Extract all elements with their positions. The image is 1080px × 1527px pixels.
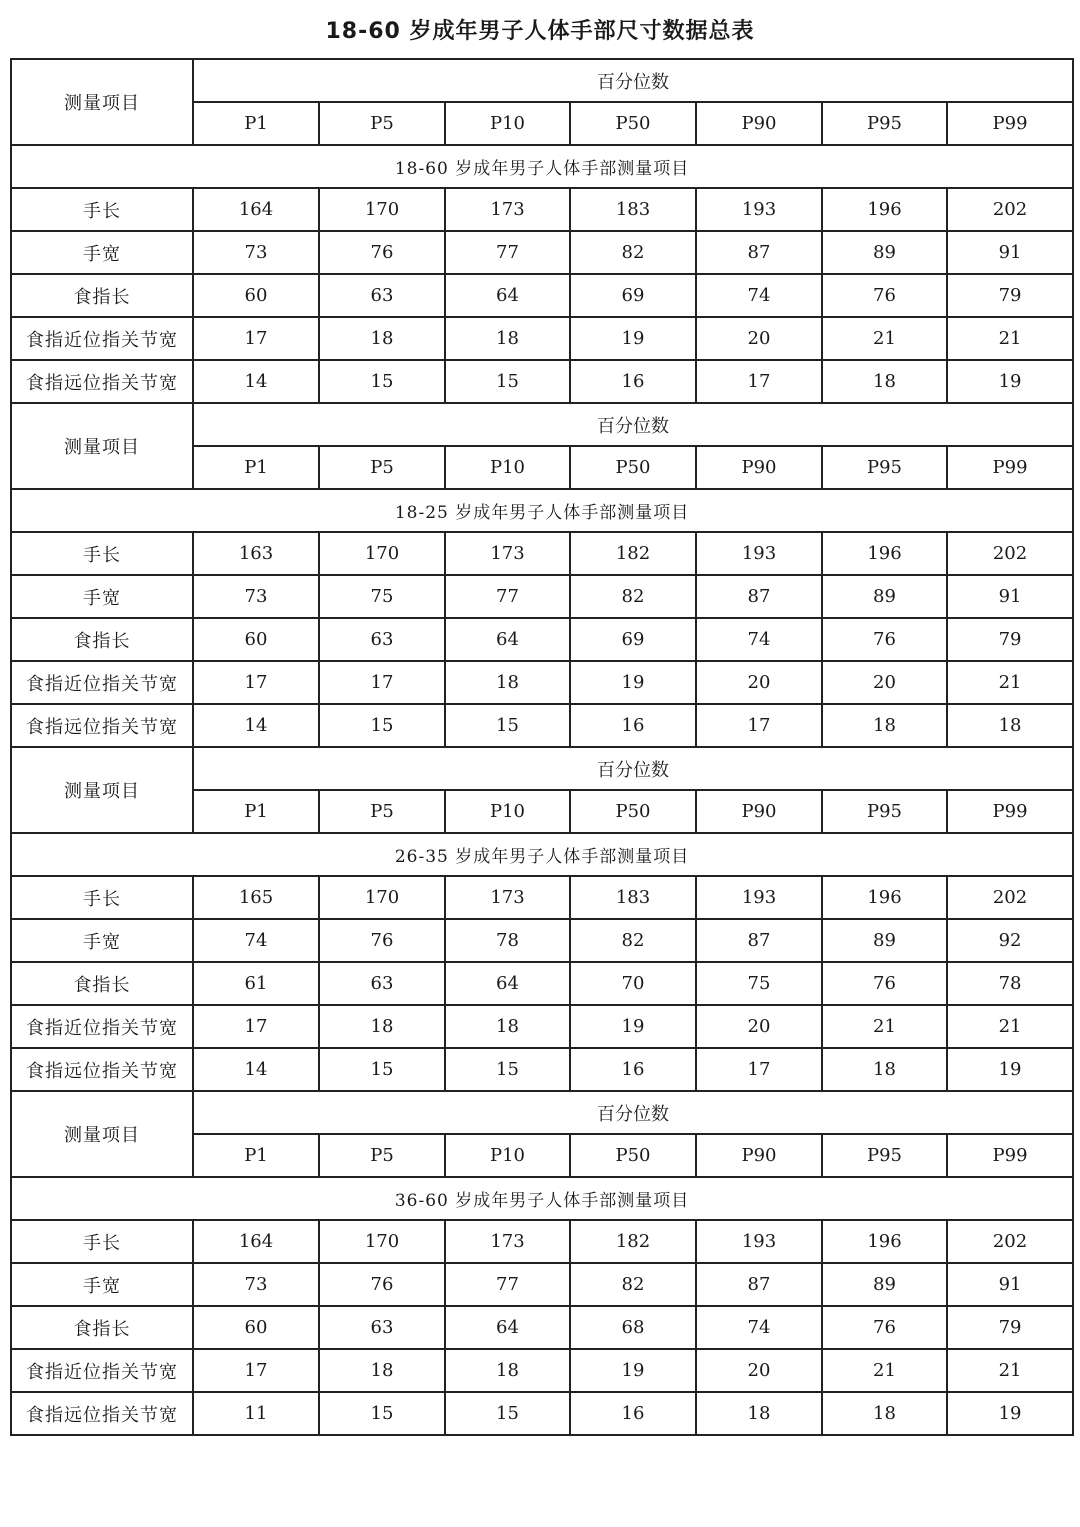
section-title: 26-35 岁成年男子人体手部测量项目 bbox=[11, 833, 1073, 876]
value-cell: 87 bbox=[696, 231, 822, 274]
value-cell: 202 bbox=[947, 532, 1073, 575]
measure-item-label: 食指远位指关节宽 bbox=[11, 704, 193, 747]
value-cell: 15 bbox=[319, 1048, 445, 1091]
percentile-header-cell: P5 bbox=[319, 1134, 445, 1177]
table-row bbox=[11, 532, 1073, 575]
percentile-header-cell: P1 bbox=[193, 102, 319, 145]
section-title: 18-25 岁成年男子人体手部测量项目 bbox=[11, 489, 1073, 532]
value-cell: 20 bbox=[696, 1005, 822, 1048]
value-cell: 92 bbox=[947, 919, 1073, 962]
value-cell: 91 bbox=[947, 1263, 1073, 1306]
value-cell: 20 bbox=[696, 661, 822, 704]
measure-item-label: 手长 bbox=[11, 532, 193, 575]
page-title: 18-60 岁成年男子人体手部尺寸数据总表 bbox=[325, 19, 755, 44]
percentile-header-cell: P1 bbox=[193, 1134, 319, 1177]
table-row bbox=[11, 1306, 1073, 1349]
value-cell: 196 bbox=[822, 1220, 947, 1263]
value-cell: 15 bbox=[319, 1392, 445, 1435]
value-cell: 14 bbox=[193, 360, 319, 403]
value-cell: 18 bbox=[445, 317, 570, 360]
percentile-group-header: 百分位数 bbox=[193, 403, 1073, 446]
value-cell: 170 bbox=[319, 1220, 445, 1263]
value-cell: 73 bbox=[193, 575, 319, 618]
value-cell: 69 bbox=[570, 274, 696, 317]
value-cell: 76 bbox=[822, 274, 947, 317]
value-cell: 193 bbox=[696, 1220, 822, 1263]
header-row bbox=[11, 59, 1073, 102]
measure-item-label: 食指近位指关节宽 bbox=[11, 1005, 193, 1048]
value-cell: 64 bbox=[445, 274, 570, 317]
percentile-group-header: 百分位数 bbox=[193, 59, 1073, 102]
value-cell: 18 bbox=[445, 1349, 570, 1392]
table-row bbox=[11, 919, 1073, 962]
value-cell: 196 bbox=[822, 188, 947, 231]
measure-item-label: 食指近位指关节宽 bbox=[11, 661, 193, 704]
value-cell: 63 bbox=[319, 618, 445, 661]
value-cell: 182 bbox=[570, 1220, 696, 1263]
percentile-header-cell: P10 bbox=[445, 790, 570, 833]
section-title-row bbox=[11, 145, 1073, 188]
value-cell: 18 bbox=[822, 704, 947, 747]
measure-item-header: 测量项目 bbox=[11, 747, 193, 833]
table-row bbox=[11, 575, 1073, 618]
percentile-header-cell: P50 bbox=[570, 1134, 696, 1177]
header-row bbox=[11, 747, 1073, 790]
value-cell: 14 bbox=[193, 704, 319, 747]
percentile-header-cell: P50 bbox=[570, 790, 696, 833]
value-cell: 74 bbox=[193, 919, 319, 962]
value-cell: 170 bbox=[319, 532, 445, 575]
value-cell: 164 bbox=[193, 188, 319, 231]
measure-item-label: 手宽 bbox=[11, 1263, 193, 1306]
value-cell: 202 bbox=[947, 876, 1073, 919]
table-row bbox=[11, 360, 1073, 403]
percentile-header-cell: P90 bbox=[696, 1134, 822, 1177]
section-title: 36-60 岁成年男子人体手部测量项目 bbox=[11, 1177, 1073, 1220]
value-cell: 193 bbox=[696, 876, 822, 919]
table-row bbox=[11, 1349, 1073, 1392]
percentile-header-cell: P1 bbox=[193, 790, 319, 833]
value-cell: 202 bbox=[947, 1220, 1073, 1263]
percentile-header-cell: P5 bbox=[319, 102, 445, 145]
value-cell: 21 bbox=[947, 661, 1073, 704]
percentile-header-cell: P95 bbox=[822, 1134, 947, 1177]
value-cell: 202 bbox=[947, 188, 1073, 231]
table-row bbox=[11, 1263, 1073, 1306]
percentile-header-cell: P10 bbox=[445, 102, 570, 145]
value-cell: 17 bbox=[193, 1005, 319, 1048]
value-cell: 21 bbox=[822, 1005, 947, 1048]
table-row bbox=[11, 962, 1073, 1005]
percentile-header-cell: P95 bbox=[822, 446, 947, 489]
value-cell: 173 bbox=[445, 1220, 570, 1263]
value-cell: 19 bbox=[947, 1392, 1073, 1435]
table-row bbox=[11, 876, 1073, 919]
value-cell: 18 bbox=[822, 1048, 947, 1091]
value-cell: 82 bbox=[570, 231, 696, 274]
value-cell: 76 bbox=[319, 231, 445, 274]
value-cell: 68 bbox=[570, 1306, 696, 1349]
value-cell: 74 bbox=[696, 618, 822, 661]
percentile-header-cell: P10 bbox=[445, 446, 570, 489]
percentile-header-cell: P5 bbox=[319, 446, 445, 489]
value-cell: 17 bbox=[193, 1349, 319, 1392]
table-row bbox=[11, 1220, 1073, 1263]
value-cell: 69 bbox=[570, 618, 696, 661]
value-cell: 76 bbox=[319, 1263, 445, 1306]
value-cell: 77 bbox=[445, 575, 570, 618]
value-cell: 60 bbox=[193, 618, 319, 661]
percentile-header-cell: P90 bbox=[696, 102, 822, 145]
value-cell: 19 bbox=[570, 317, 696, 360]
value-cell: 164 bbox=[193, 1220, 319, 1263]
measure-item-header: 测量项目 bbox=[11, 59, 193, 145]
value-cell: 21 bbox=[947, 1005, 1073, 1048]
value-cell: 70 bbox=[570, 962, 696, 1005]
value-cell: 76 bbox=[822, 618, 947, 661]
value-cell: 76 bbox=[822, 1306, 947, 1349]
measure-item-label: 食指长 bbox=[11, 274, 193, 317]
measure-item-label: 手长 bbox=[11, 876, 193, 919]
measure-item-header: 测量项目 bbox=[11, 1091, 193, 1177]
measure-item-label: 手宽 bbox=[11, 919, 193, 962]
value-cell: 15 bbox=[445, 704, 570, 747]
value-cell: 61 bbox=[193, 962, 319, 1005]
value-cell: 79 bbox=[947, 618, 1073, 661]
value-cell: 17 bbox=[696, 704, 822, 747]
value-cell: 16 bbox=[570, 1048, 696, 1091]
percentile-group-header: 百分位数 bbox=[193, 747, 1073, 790]
measure-item-label: 食指远位指关节宽 bbox=[11, 360, 193, 403]
measure-item-label: 手长 bbox=[11, 188, 193, 231]
value-cell: 193 bbox=[696, 532, 822, 575]
value-cell: 89 bbox=[822, 575, 947, 618]
table-row bbox=[11, 1392, 1073, 1435]
value-cell: 17 bbox=[193, 661, 319, 704]
value-cell: 16 bbox=[570, 360, 696, 403]
value-cell: 15 bbox=[319, 704, 445, 747]
percentile-header-cell: P90 bbox=[696, 446, 822, 489]
measure-item-label: 食指长 bbox=[11, 1306, 193, 1349]
value-cell: 182 bbox=[570, 532, 696, 575]
value-cell: 21 bbox=[947, 1349, 1073, 1392]
value-cell: 87 bbox=[696, 575, 822, 618]
table-row bbox=[11, 661, 1073, 704]
measure-item-label: 食指近位指关节宽 bbox=[11, 1349, 193, 1392]
value-cell: 19 bbox=[570, 1349, 696, 1392]
measure-item-label: 食指近位指关节宽 bbox=[11, 317, 193, 360]
measure-item-header: 测量项目 bbox=[11, 403, 193, 489]
value-cell: 21 bbox=[947, 317, 1073, 360]
header-row bbox=[11, 1091, 1073, 1134]
table-row bbox=[11, 274, 1073, 317]
percentile-header-cell: P99 bbox=[947, 1134, 1073, 1177]
value-cell: 173 bbox=[445, 188, 570, 231]
section-title-row bbox=[11, 489, 1073, 532]
percentile-header-cell: P1 bbox=[193, 446, 319, 489]
value-cell: 60 bbox=[193, 1306, 319, 1349]
value-cell: 64 bbox=[445, 618, 570, 661]
value-cell: 15 bbox=[319, 360, 445, 403]
value-cell: 77 bbox=[445, 231, 570, 274]
hand-size-table bbox=[10, 58, 1074, 1436]
value-cell: 74 bbox=[696, 274, 822, 317]
value-cell: 173 bbox=[445, 876, 570, 919]
value-cell: 173 bbox=[445, 532, 570, 575]
percentile-group-header: 百分位数 bbox=[193, 1091, 1073, 1134]
value-cell: 89 bbox=[822, 919, 947, 962]
value-cell: 21 bbox=[822, 317, 947, 360]
measure-item-label: 手宽 bbox=[11, 231, 193, 274]
value-cell: 78 bbox=[947, 962, 1073, 1005]
value-cell: 20 bbox=[822, 661, 947, 704]
value-cell: 75 bbox=[696, 962, 822, 1005]
value-cell: 63 bbox=[319, 962, 445, 1005]
value-cell: 18 bbox=[822, 360, 947, 403]
value-cell: 77 bbox=[445, 1263, 570, 1306]
value-cell: 64 bbox=[445, 1306, 570, 1349]
value-cell: 14 bbox=[193, 1048, 319, 1091]
section-title: 18-60 岁成年男子人体手部测量项目 bbox=[11, 145, 1073, 188]
value-cell: 20 bbox=[696, 317, 822, 360]
value-cell: 91 bbox=[947, 231, 1073, 274]
percentile-header-cell: P50 bbox=[570, 102, 696, 145]
table-row bbox=[11, 188, 1073, 231]
value-cell: 89 bbox=[822, 1263, 947, 1306]
measure-item-label: 食指远位指关节宽 bbox=[11, 1048, 193, 1091]
measure-item-label: 手宽 bbox=[11, 575, 193, 618]
value-cell: 18 bbox=[319, 1349, 445, 1392]
value-cell: 17 bbox=[696, 1048, 822, 1091]
value-cell: 91 bbox=[947, 575, 1073, 618]
value-cell: 82 bbox=[570, 1263, 696, 1306]
value-cell: 79 bbox=[947, 274, 1073, 317]
value-cell: 16 bbox=[570, 704, 696, 747]
section-title-row bbox=[11, 1177, 1073, 1220]
measure-item-label: 食指远位指关节宽 bbox=[11, 1392, 193, 1435]
value-cell: 64 bbox=[445, 962, 570, 1005]
value-cell: 21 bbox=[822, 1349, 947, 1392]
table-row bbox=[11, 618, 1073, 661]
table-row bbox=[11, 1048, 1073, 1091]
measure-item-label: 食指长 bbox=[11, 618, 193, 661]
value-cell: 11 bbox=[193, 1392, 319, 1435]
value-cell: 165 bbox=[193, 876, 319, 919]
value-cell: 196 bbox=[822, 532, 947, 575]
value-cell: 15 bbox=[445, 1048, 570, 1091]
percentile-header-cell: P10 bbox=[445, 1134, 570, 1177]
section-title-row bbox=[11, 833, 1073, 876]
measure-item-label: 手长 bbox=[11, 1220, 193, 1263]
percentile-header-cell: P99 bbox=[947, 446, 1073, 489]
value-cell: 87 bbox=[696, 1263, 822, 1306]
value-cell: 19 bbox=[570, 1005, 696, 1048]
value-cell: 73 bbox=[193, 231, 319, 274]
value-cell: 18 bbox=[445, 1005, 570, 1048]
percentile-header-cell: P95 bbox=[822, 790, 947, 833]
value-cell: 76 bbox=[822, 962, 947, 1005]
value-cell: 74 bbox=[696, 1306, 822, 1349]
value-cell: 75 bbox=[319, 575, 445, 618]
value-cell: 15 bbox=[445, 1392, 570, 1435]
value-cell: 18 bbox=[319, 1005, 445, 1048]
value-cell: 193 bbox=[696, 188, 822, 231]
value-cell: 63 bbox=[319, 274, 445, 317]
value-cell: 18 bbox=[822, 1392, 947, 1435]
percentile-header-cell: P5 bbox=[319, 790, 445, 833]
percentile-header-cell: P99 bbox=[947, 790, 1073, 833]
value-cell: 17 bbox=[319, 661, 445, 704]
value-cell: 89 bbox=[822, 231, 947, 274]
table-row bbox=[11, 1005, 1073, 1048]
value-cell: 82 bbox=[570, 575, 696, 618]
value-cell: 19 bbox=[947, 360, 1073, 403]
value-cell: 63 bbox=[319, 1306, 445, 1349]
value-cell: 19 bbox=[570, 661, 696, 704]
table-row bbox=[11, 317, 1073, 360]
value-cell: 19 bbox=[947, 1048, 1073, 1091]
value-cell: 18 bbox=[947, 704, 1073, 747]
percentile-header-cell: P90 bbox=[696, 790, 822, 833]
percentile-header-cell: P95 bbox=[822, 102, 947, 145]
header-row bbox=[11, 403, 1073, 446]
value-cell: 15 bbox=[445, 360, 570, 403]
value-cell: 170 bbox=[319, 876, 445, 919]
value-cell: 73 bbox=[193, 1263, 319, 1306]
table-row bbox=[11, 231, 1073, 274]
value-cell: 17 bbox=[696, 360, 822, 403]
value-cell: 60 bbox=[193, 274, 319, 317]
value-cell: 16 bbox=[570, 1392, 696, 1435]
value-cell: 76 bbox=[319, 919, 445, 962]
value-cell: 87 bbox=[696, 919, 822, 962]
percentile-header-cell: P99 bbox=[947, 102, 1073, 145]
value-cell: 18 bbox=[445, 661, 570, 704]
value-cell: 78 bbox=[445, 919, 570, 962]
table-row bbox=[11, 704, 1073, 747]
value-cell: 18 bbox=[319, 317, 445, 360]
percentile-header-cell: P50 bbox=[570, 446, 696, 489]
measure-item-label: 食指长 bbox=[11, 962, 193, 1005]
value-cell: 170 bbox=[319, 188, 445, 231]
value-cell: 18 bbox=[696, 1392, 822, 1435]
value-cell: 82 bbox=[570, 919, 696, 962]
value-cell: 183 bbox=[570, 188, 696, 231]
value-cell: 79 bbox=[947, 1306, 1073, 1349]
value-cell: 163 bbox=[193, 532, 319, 575]
value-cell: 20 bbox=[696, 1349, 822, 1392]
value-cell: 183 bbox=[570, 876, 696, 919]
value-cell: 17 bbox=[193, 317, 319, 360]
value-cell: 196 bbox=[822, 876, 947, 919]
